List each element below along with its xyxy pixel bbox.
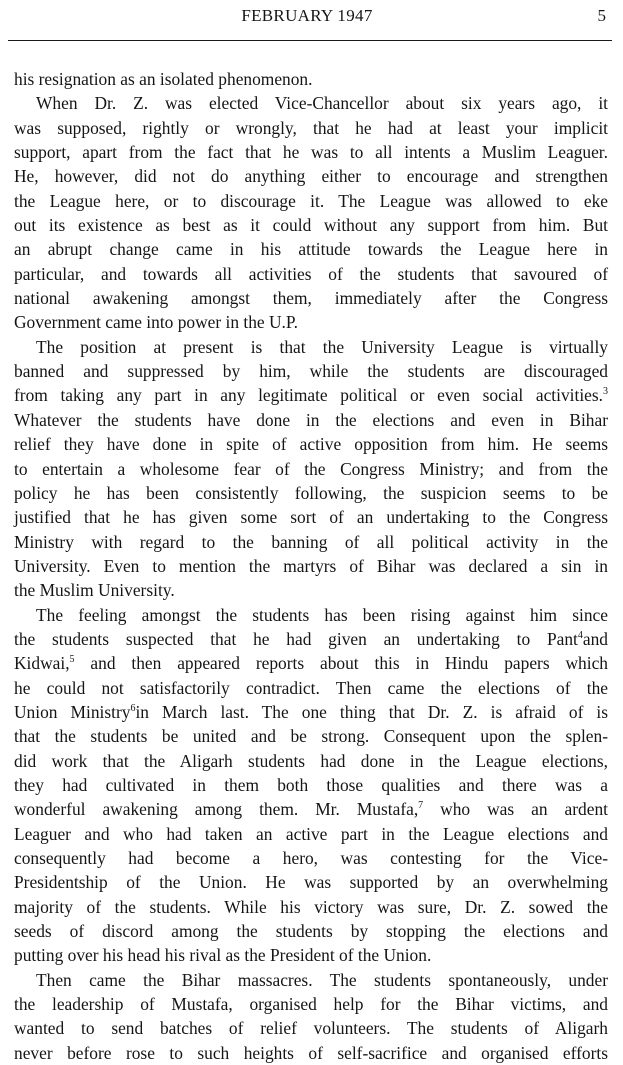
line-text: putting over his head his rival as the President of the Union.	[14, 945, 432, 966]
text-line	[14, 286, 608, 310]
line-text: an abrupt change came in his attitude towards the League here in	[14, 239, 608, 260]
line-text: the League here, or to discourage it. The League was allowed to eke	[14, 190, 608, 211]
paragraph	[14, 968, 608, 1065]
text-line	[14, 992, 608, 1016]
running-header	[8, 6, 606, 32]
footnote-marker: 5	[69, 654, 75, 666]
line-text: did work that the Aligarh students had done in the League elections,	[14, 750, 608, 771]
header-rule	[8, 40, 612, 41]
line-text: banned and suppressed by him, while the students are discouraged	[14, 361, 608, 382]
text-line	[14, 846, 608, 870]
text-line	[14, 749, 608, 773]
line-text: Kidwai,	[14, 653, 70, 674]
line-text: majority of the students. While his victory was sure, Dr. Z. sowed the	[14, 896, 608, 917]
line-text: his resignation as an isolated phenomenon.	[14, 69, 313, 89]
text-line	[14, 310, 608, 334]
line-text: justified that he has given some sort of an undertaking to the Congress	[14, 507, 608, 528]
line-text: to entertain a wholesome fear of the Congress Ministry; and from the	[14, 458, 608, 479]
line-text: the leadership of Mustafa, organised help for the Bihar victims, and	[14, 994, 608, 1015]
line-text: consequently had become a hero, was contesting for the Vice-	[14, 848, 608, 868]
text-line	[14, 359, 608, 383]
footnote-marker: 7	[418, 800, 424, 812]
paragraph	[14, 335, 608, 603]
line-text: the Muslim University.	[14, 580, 175, 601]
line-text: support, apart from the fact that he was to all intents a Muslim Leaguer.	[14, 142, 608, 163]
line-text: When Dr. Z. was elected Vice-Chancellor about six years ago, it	[36, 93, 608, 114]
paragraph	[14, 91, 608, 334]
footnote-marker: 3	[603, 386, 608, 398]
line-text: Whatever the students have done in the elections and even in Bihar	[14, 409, 608, 430]
text-line	[14, 262, 608, 286]
text-line	[14, 116, 608, 140]
text-line	[14, 822, 608, 846]
text-line	[14, 773, 608, 797]
text-line	[14, 724, 608, 748]
text-line	[14, 91, 608, 115]
line-text: Then came the Bihar massacres. The students spontaneously, under	[36, 969, 608, 990]
line-text: University. Even to mention the martyrs of Bihar was declared a sin in	[14, 555, 608, 576]
running-title: FEBRUARY 1947	[241, 6, 373, 25]
text-line	[14, 919, 608, 943]
text-line	[14, 870, 608, 894]
text-line	[14, 676, 608, 700]
line-text: from taking any part in any legitimate political or even social activities.	[14, 385, 603, 406]
text-line	[14, 530, 608, 554]
line-text: was supposed, rightly or wrongly, that he had at least your implicit	[14, 117, 608, 138]
text-line	[14, 1041, 608, 1065]
text-line	[14, 189, 608, 213]
line-text: who was an ardent	[423, 799, 608, 820]
line-text: and then appeared reports about this in Hindu papers which	[74, 653, 608, 674]
text-line	[14, 943, 608, 967]
text-line	[14, 1016, 608, 1040]
text-line	[14, 627, 608, 651]
paragraph	[14, 67, 608, 91]
line-text: Ministry with regard to the banning of all political activity in the	[14, 531, 608, 552]
text-line	[14, 237, 608, 261]
line-text: Presidentship of the Union. He was supported by an overwhelming	[14, 872, 608, 893]
text-line	[14, 554, 608, 578]
text-line	[14, 140, 608, 164]
line-text: He, however, did not do anything either to encourage and strengthen	[14, 166, 608, 187]
text-line	[14, 603, 608, 627]
text-line	[14, 651, 608, 675]
line-text: seeds of discord among the students by stopping the elections and	[14, 921, 608, 942]
line-text: never before rose to such heights of self-sacrifice and organised efforts	[14, 1042, 608, 1063]
line-text: Leaguer and who had taken an active part in the League elections and	[14, 823, 608, 844]
footnote-marker: 6	[130, 702, 136, 714]
line-text: he could not satisfactorily contradict. Then came the elections of the	[14, 677, 608, 698]
line-text: Union Ministry	[14, 701, 131, 722]
line-text: The feeling amongst the students has been rising against him since	[36, 604, 608, 625]
line-text: national awakening amongst them, immediately after the Congress	[14, 288, 608, 309]
text-line	[14, 457, 608, 481]
line-text: out its existence as best as it could without any support from him. But	[14, 215, 608, 236]
text-line	[14, 213, 608, 237]
text-line	[14, 895, 608, 919]
line-text: relief they have done in spite of active opposition from him. He seems	[14, 434, 608, 455]
text-line	[14, 408, 608, 432]
text-line	[14, 335, 608, 359]
text-line	[14, 432, 608, 456]
text-line	[14, 505, 608, 529]
text-line	[14, 383, 608, 407]
line-text: wanted to send batches of relief volunteers. The students of Aligarh	[14, 1018, 608, 1039]
line-text: policy he has been consistently following, the suspicion seems to be	[14, 482, 608, 503]
paragraph	[14, 603, 608, 968]
body-text	[14, 67, 608, 1065]
line-text: Government came into power in the U.P.	[14, 312, 298, 333]
line-text: and	[582, 628, 608, 649]
text-line	[14, 481, 608, 505]
line-text: they had cultivated in them both those qualities and there was a	[14, 774, 608, 795]
text-line	[14, 797, 608, 821]
text-line	[14, 968, 608, 992]
line-text: the students suspected that he had given an undertaking to Pant	[14, 628, 578, 649]
text-line	[14, 67, 608, 91]
line-text: particular, and towards all activities of the students that savoured of	[14, 263, 608, 284]
line-text: that the students be united and be strong. Consequent upon the splen-	[14, 726, 608, 747]
page-number: 5	[597, 6, 606, 25]
text-line	[14, 578, 608, 602]
line-text: in March last. The one thing that Dr. Z. is afraid of is	[135, 701, 609, 722]
text-line	[14, 164, 608, 188]
text-line	[14, 700, 608, 724]
line-text: The position at present is that the University League is virtually	[36, 336, 608, 357]
footnote-marker: 4	[577, 629, 583, 641]
line-text: wonderful awakening among them. Mr. Mustafa,	[14, 799, 419, 820]
